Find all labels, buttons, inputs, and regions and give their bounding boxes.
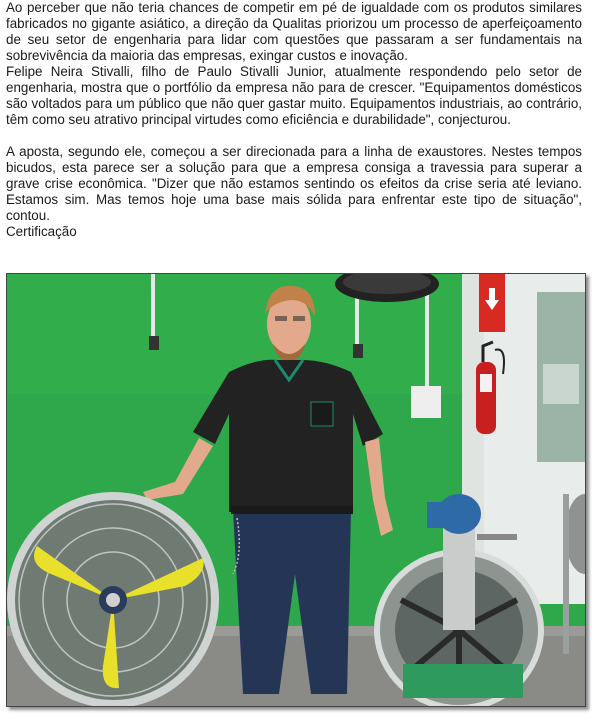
pedestal-fan bbox=[11, 496, 215, 704]
section-heading-certificacao: Certificação bbox=[6, 224, 77, 239]
paragraph-exhaust: A aposta, segundo ele, começou a ser direcionada para a linha de exaustores. Nestes tempos bicudos, esta parece ser a solução para que a empresa consiga a travessia para superar a grave crise econômica. "Dizer que não estamos sentindo os efeitos da crise seria até leviano. Estamos sim. Mas temos hoje uma base mais sólida para enfrentar este tipo de situação", contou. bbox=[6, 144, 582, 223]
paragraph-portfolio: Felipe Neira Stivalli, filho de Paulo Stivalli Junior, atualmente respondendo pelo setor de engenharia, mostra que o portfólio da empresa não para de crescer. "Equipamentos domésticos são voltados para um público que não quer gastar muito. Equipamentos industriais, ao contrário, têm como seu atrativo principal virtudes como eficiência e durabilidade", conjecturou. bbox=[6, 64, 582, 127]
article-text bbox=[6, 0, 582, 240]
paragraph-intro: Ao perceber que não teria chances de competir em pé de igualdade com os produtos similares fabricados no gigante asiático, a direção da Qualitas priorizou um processo de aperfeiçoamento de seu setor de engenharia para lidar com questões que passaram a ser fundamentais na sobrevivência da maioria das empresas, exingar custos e inovação. bbox=[6, 0, 582, 63]
fire-extinguisher bbox=[476, 362, 496, 434]
photo-illustration bbox=[7, 274, 585, 706]
article-photo bbox=[6, 273, 586, 707]
